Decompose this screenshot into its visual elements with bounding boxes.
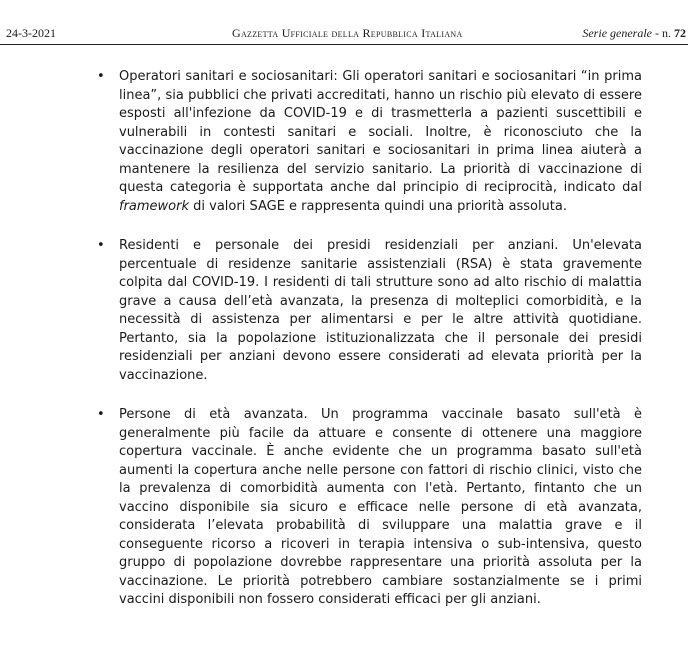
- series-info: [582, 26, 686, 41]
- list-item-healthcare-workers: [0, 68, 642, 216]
- publication-date: 24-3-2021: [6, 26, 56, 40]
- gazette-title: Gazzetta Ufficiale della Repubblica Italiana: [232, 26, 463, 40]
- header-rule: [0, 44, 688, 45]
- paragraph: Residenti e personale dei presidi residenziali per anziani. Un'elevata percentuale di residenze sanitarie assistenziali (RSA) è stata gravemente colpita dal COVID-19. I residenti di tali strutture sono ad alto rischio di malattia grave a causa dell’età avanzata, la presenza di molteplici comorbidità, e la necessità di assistenza per alimentarsi e per le altre attività quotidiane. Pertanto, sia la popolazione istituzionalizzata che il personale dei presidi residenziali per anziani devono essere considerati ad elevata priorità per la vaccinazione.: [119, 238, 642, 383]
- page-number: 72: [674, 26, 686, 40]
- bullet: •: [97, 238, 105, 253]
- list-item-elderly: [0, 406, 642, 610]
- number-prefix: - n.: [655, 26, 671, 40]
- paragraph: Persone di età avanzata. Un programma vaccinale basato sull'età è generalmente più facile da attuare e consente di ottenere una maggiore copertura vaccinale. È anche evidente che un programma basato sull'età aumenti la copertura anche nelle persone con fattori di rischio clinici, visto che la prevalenza di comorbidità aumenta con l'età. Pertanto, fintanto che un vaccino disponibile sia sicuro e efficace nelle persone di età avanzata, considerata l’elevata probabilità di sviluppare una malattia grave e il conseguente ricorso a ricoveri in terapia intensiva o sub-intensiva, questo gruppo di popolazione dovrebbe rappresentare una priorità assoluta per la vaccinazione. Le priorità potrebbero cambiare sostanzialmente se i primi vaccini disponibili non fossero considerati efficaci per gli anziani.: [119, 407, 642, 607]
- bullet: •: [97, 407, 105, 422]
- bullet: •: [97, 69, 105, 84]
- document-body: [0, 68, 688, 631]
- page-header: [0, 0, 688, 48]
- paragraph: [119, 68, 642, 216]
- paragraph-italic: framework: [119, 198, 190, 214]
- paragraph-text-end: di valori SAGE e rappresenta quindi una priorità assoluta.: [189, 198, 567, 214]
- series-label: Serie generale: [582, 26, 652, 40]
- list-item-nursing-homes: [0, 237, 642, 385]
- paragraph-text: Operatori sanitari e sociosanitari: Gli operatori sanitari e sociosanitari “in prima linea”, sia pubblici che privati accreditati, hanno un rischio più elevato di essere esposti all'infezione da COVID-19 e di trasmetterla a pazienti suscettibili e vulnerabili in contesti sanitari e sociali. Inoltre, è riconosciuto che la vaccinazione degli operatori sanitari e sociosanitari in prima linea aiuterà a mantenere la resilienza del servizio sanitario. La priorità di vaccinazione di questa categoria è supportata anche dal principio di reciprocità, indicato dal: [119, 69, 642, 195]
